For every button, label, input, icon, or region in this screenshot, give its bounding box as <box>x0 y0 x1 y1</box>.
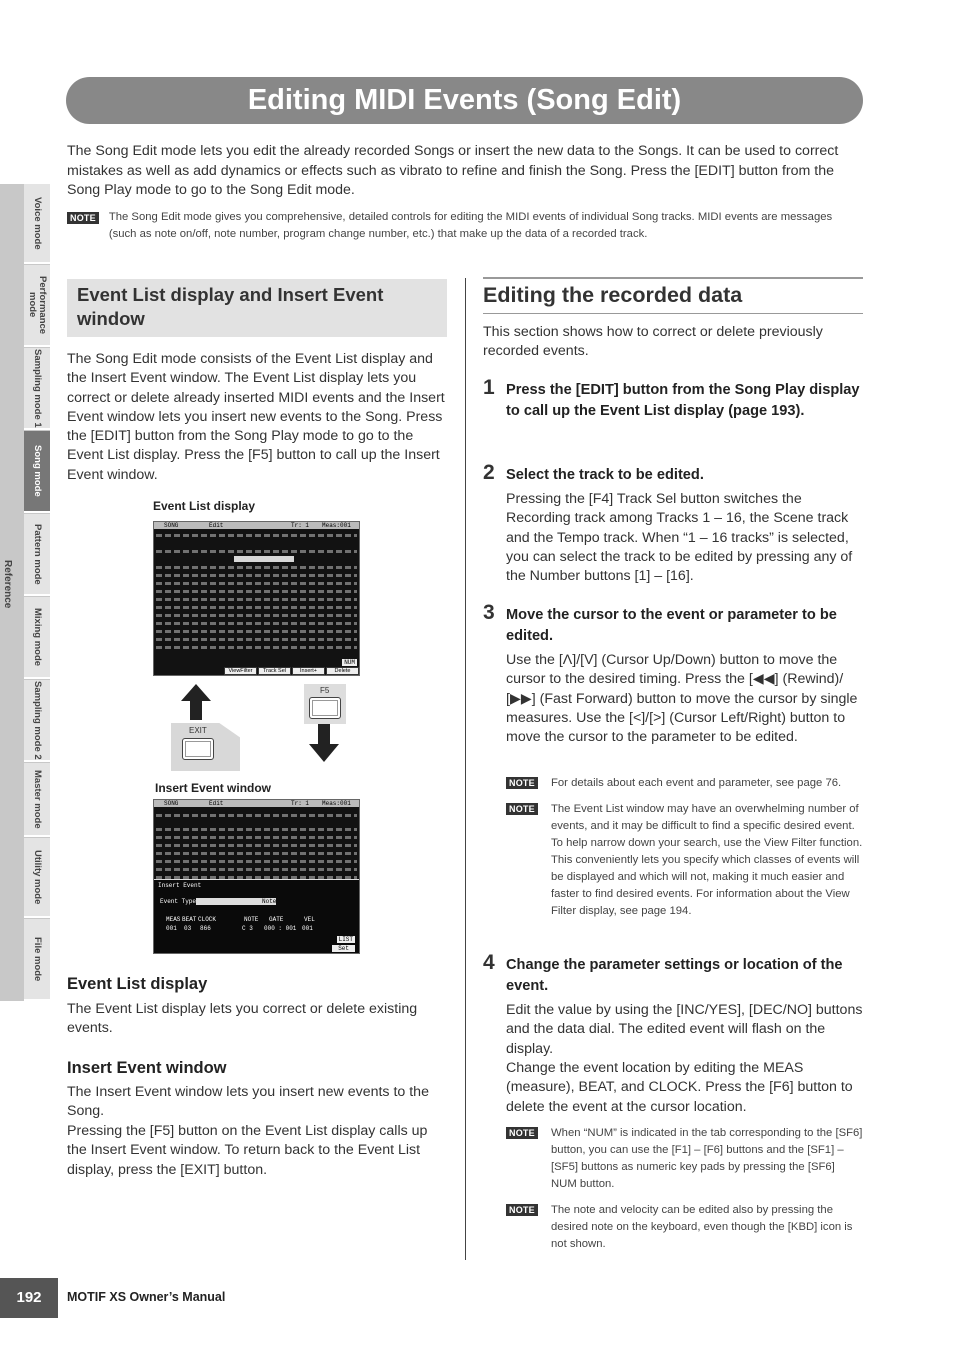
f5-key <box>309 697 341 719</box>
value-beat: 03 <box>184 925 192 932</box>
step-4-number: 4 <box>483 951 495 974</box>
exit-key-label: EXIT <box>189 726 207 735</box>
insert-event-subheading: Insert Event window <box>67 1059 227 1077</box>
event-type-value: Note <box>262 898 277 905</box>
step-3-body: Use the [Λ]/[V] (Cursor Up/Down) button to move the cursor to the desired timing. Press the [◀◀] (Rewind)/ [▶▶] (Fast Forward) button to move the cursor by single measures. Use the [<]/[>] (Cursor Left/Right) button to move the cursor to the parameter to be edited. <box>506 652 858 746</box>
insert-event-title: Insert Event <box>158 882 202 889</box>
lcd2-list-button: LIST <box>338 936 353 943</box>
manual-title: MOTIF XS Owner’s Manual <box>67 1290 226 1304</box>
tab-pattern-mode[interactable]: Pattern mode <box>24 514 50 596</box>
tab-file-mode[interactable]: File mode <box>24 919 50 1001</box>
field-gate: GATE <box>269 916 284 923</box>
page-title-bar <box>66 77 863 124</box>
arrow-up-icon <box>181 684 211 720</box>
intro-note-text: The Song Edit mode gives you comprehensive, detailed controls for editing the MIDI events of individual Song tracks. MIDI events are messages (such as note on/off, note number, program change number, etc.) that make up the data of a recorded track. <box>108 211 833 240</box>
left-section-header <box>67 279 447 337</box>
reference-label: Reference <box>2 560 13 609</box>
lcd-insert-button: Insert+ <box>292 667 325 675</box>
insert-event-panel <box>154 879 359 953</box>
lcd2-meas: Meas:001 <box>322 800 351 807</box>
step-1-number: 1 <box>483 376 495 399</box>
tab-master-mode[interactable]: Master mode <box>24 763 50 837</box>
column-divider <box>465 278 466 1260</box>
page-number: 192 <box>0 1278 58 1318</box>
step-1-title: Press the [EDIT] button from the Song Play display to call up the Event List display (page 193). <box>506 382 860 419</box>
event-type-label: Event Type <box>160 898 197 905</box>
right-section-header <box>483 277 863 314</box>
tab-song-mode[interactable]: Song mode <box>24 431 50 513</box>
note-icon: NOTE <box>506 777 538 789</box>
lcd2-song-tab: SONG <box>164 800 179 807</box>
lcd-viewfilter-button: ViewFilter <box>224 667 257 675</box>
field-vel: VEL <box>304 916 315 923</box>
tab-performance-mode[interactable]: Performance mode <box>24 265 50 347</box>
lcd-track: Tr: 1 <box>291 522 310 529</box>
tab-sampling-mode-2[interactable]: Sampling mode 2 <box>24 680 50 762</box>
lcd-cursor <box>234 556 294 562</box>
lcd2-edit-tab: Edit <box>209 800 224 807</box>
step-4-title: Change the parameter settings or location of the event. <box>506 957 843 994</box>
f5-key-label: F5 <box>320 686 330 695</box>
figure-label-insert-event: Insert Event window <box>155 781 272 795</box>
insert-event-body-1: The Insert Event window lets you insert new events to the Song. <box>67 1084 429 1120</box>
step-3-number: 3 <box>483 601 495 624</box>
event-list-screen <box>153 521 360 676</box>
note-icon: NOTE <box>506 1204 538 1216</box>
note-icon: NOTE <box>506 1127 538 1139</box>
tab-voice-mode[interactable]: Voice mode <box>24 184 50 264</box>
lcd2-track: Tr: 1 <box>291 800 310 807</box>
lcd2-set-button: Set <box>332 945 355 952</box>
step-2-number: 2 <box>483 461 495 484</box>
lcd-delete-button: Delete <box>326 667 359 675</box>
lcd-song-tab: SONG <box>164 522 179 529</box>
intro-note <box>67 209 862 243</box>
step-4-body-1: Edit the value by using the [INC/YES], [DEC/NO] buttons and the data dial. The edited event will flash on the display. <box>506 1002 863 1057</box>
lcd-num-tab: NUM <box>344 659 355 666</box>
note-icon: NOTE <box>67 212 99 224</box>
exit-key <box>182 738 214 760</box>
insert-event-body-2: Pressing the [F5] button on the Event List display calls up the Insert Event window. To return back to the Event List display, press the [EXIT] button. <box>67 1123 428 1178</box>
value-vel: 001 <box>302 925 313 932</box>
note-icon: NOTE <box>506 803 538 815</box>
value-note: C 3 <box>242 925 253 932</box>
lcd-edit-tab: Edit <box>209 522 224 529</box>
tab-utility-mode[interactable]: Utility mode <box>24 838 50 918</box>
left-section-title: Event List display and Insert Event window <box>77 284 384 329</box>
right-section-title: Editing the recorded data <box>483 283 743 307</box>
event-list-body: The Event List display lets you correct or delete existing events. <box>67 1001 418 1037</box>
event-list-subheading: Event List display <box>67 975 208 993</box>
step-2-body: Pressing the [F4] Track Sel button switches the Recording track among Tracks 1 – 16, the Scene track and the Tempo track. When “1 – 16 tracks” is selected, you can select the track to be edited by pressing any of the Number buttons [1] – [16]. <box>506 491 853 585</box>
intro-paragraph: The Song Edit mode lets you edit the already recorded Songs or insert the new data to the Songs. It can be used to correct mistakes as well as add dynamics or effects such as vibrato to refine and finish the Song. Press the [EDIT] button from the Song Play mode to go to the Song Edit mode. <box>67 143 839 198</box>
page-title: Editing MIDI Events (Song Edit) <box>247 84 682 116</box>
field-beat: BEAT <box>182 916 197 923</box>
insert-event-screen <box>153 799 360 954</box>
tab-mixing-mode[interactable]: Mixing mode <box>24 597 50 679</box>
value-gate: 000 : 001 <box>264 925 297 932</box>
field-clock: CLOCK <box>198 916 217 923</box>
field-note: NOTE <box>244 916 259 923</box>
lcd-meas: Meas:001 <box>322 522 351 529</box>
tab-sampling-mode-1[interactable]: Sampling mode 1 <box>24 348 50 430</box>
field-meas: MEAS <box>166 916 181 923</box>
step-3-title: Move the cursor to the event or parameter to be edited. <box>506 607 837 644</box>
step-4-body-2: Change the event location by editing the MEAS (measure), BEAT, and CLOCK. Press the [F6] button to delete the event at the cursor location. <box>506 1060 853 1115</box>
right-intro-text: This section shows how to correct or delete previously recorded events. <box>483 324 823 360</box>
lcd-tracksel-button: Track Sel <box>258 667 291 675</box>
value-meas: 001 <box>166 925 177 932</box>
arrow-down-icon <box>309 724 339 762</box>
step-2-title: Select the track to be edited. <box>506 467 704 483</box>
figure-label-event-list: Event List display <box>153 499 256 513</box>
left-body-text: The Song Edit mode consists of the Event List display and the Insert Event window. The Event List display lets you correct or delete already inserted MIDI events and the Insert Event window lets you insert new events to the Song. Press the [EDIT] button from the Song Play mode to go to the Event List display. Press the [F5] button to call up the Insert Event window. <box>67 351 445 483</box>
value-clock: 866 <box>200 925 211 932</box>
